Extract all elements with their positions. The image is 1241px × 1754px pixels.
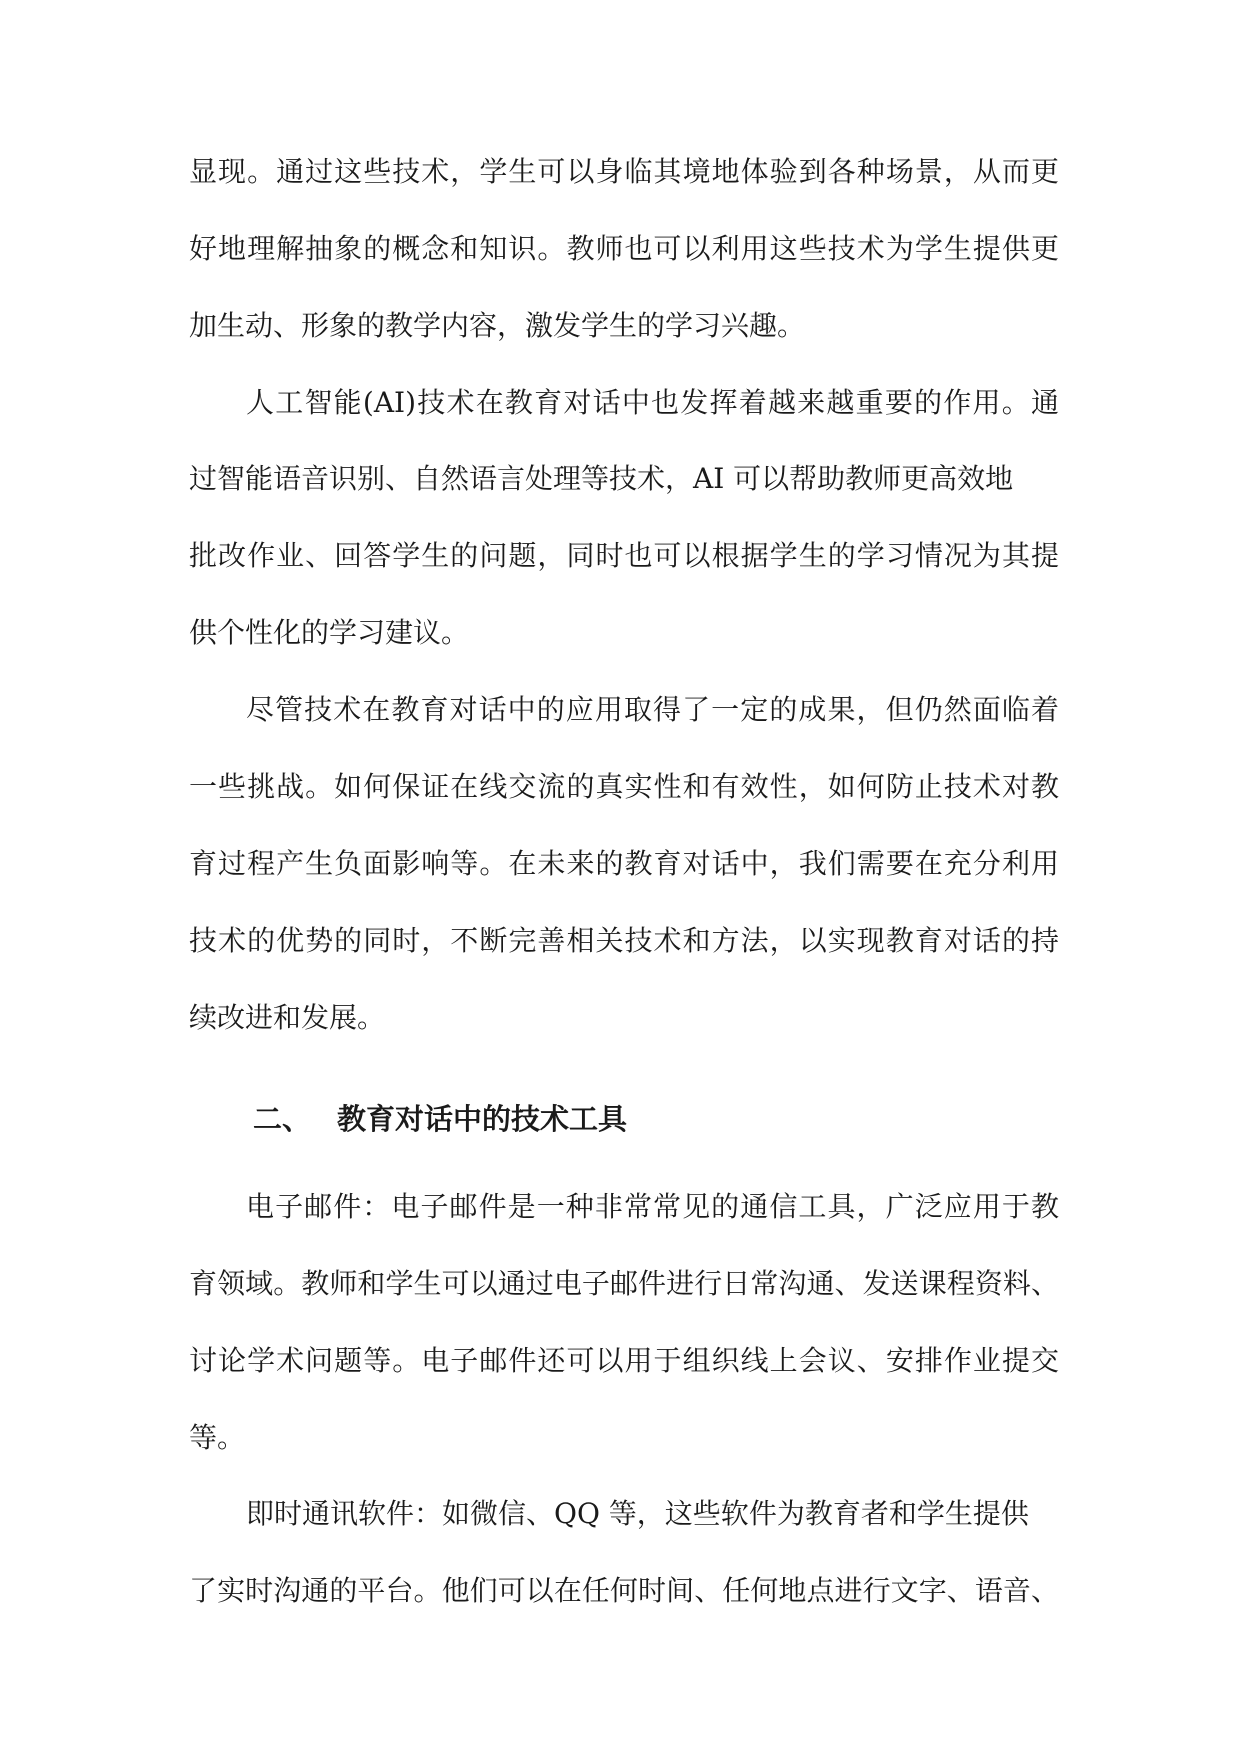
paragraph-line: 尽管技术在教育对话中的应用取得了一定的成果，但仍然面临着 bbox=[246, 693, 1059, 726]
paragraph-line: 育过程产生负面影响等。在未来的教育对话中，我们需要在充分利用 bbox=[189, 847, 1059, 880]
paragraph-line: 技术的优势的同时，不断完善相关技术和方法，以实现教育对话的持 bbox=[189, 924, 1059, 957]
paragraph-line: 加生动、形象的教学内容，激发学生的学习兴趣。 bbox=[189, 309, 806, 342]
section-heading bbox=[253, 1095, 627, 1143]
section-number: 二、 bbox=[253, 1102, 312, 1136]
paragraph-line: 供个性化的学习建议。 bbox=[189, 616, 470, 649]
paragraph-line: 等。 bbox=[189, 1421, 246, 1454]
paragraph-line: 一些挑战。如何保证在线交流的真实性和有效性，如何防止技术对教 bbox=[189, 770, 1059, 803]
paragraph-line: 过智能语音识别、自然语言处理等技术，AI 可以帮助教师更高效地 bbox=[189, 462, 1014, 495]
paragraph-line: 育领域。教师和学生可以通过电子邮件进行日常沟通、发送课程资料、 bbox=[189, 1267, 1059, 1300]
paragraph-line: 讨论学术问题等。电子邮件还可以用于组织线上会议、安排作业提交 bbox=[189, 1344, 1059, 1377]
section-title: 教育对话中的技术工具 bbox=[337, 1102, 628, 1136]
paragraph-line: 显现。通过这些技术，学生可以身临其境地体验到各种场景，从而更 bbox=[189, 155, 1059, 188]
paragraph-line: 了实时沟通的平台。他们可以在任何时间、任何地点进行文字、语音、 bbox=[189, 1574, 1059, 1607]
paragraph-line: 好地理解抽象的概念和知识。教师也可以利用这些技术为学生提供更 bbox=[189, 232, 1059, 265]
paragraph-line: 电子邮件：电子邮件是一种非常常见的通信工具，广泛应用于教 bbox=[246, 1190, 1059, 1223]
paragraph-line: 人工智能(AI)技术在教育对话中也发挥着越来越重要的作用。通 bbox=[246, 386, 1059, 419]
paragraph-line: 即时通讯软件：如微信、QQ 等，这些软件为教育者和学生提供 bbox=[246, 1497, 1029, 1530]
paragraph-line: 批改作业、回答学生的问题，同时也可以根据学生的学习情况为其提 bbox=[189, 539, 1059, 572]
paragraph-line: 续改进和发展。 bbox=[189, 1001, 386, 1034]
